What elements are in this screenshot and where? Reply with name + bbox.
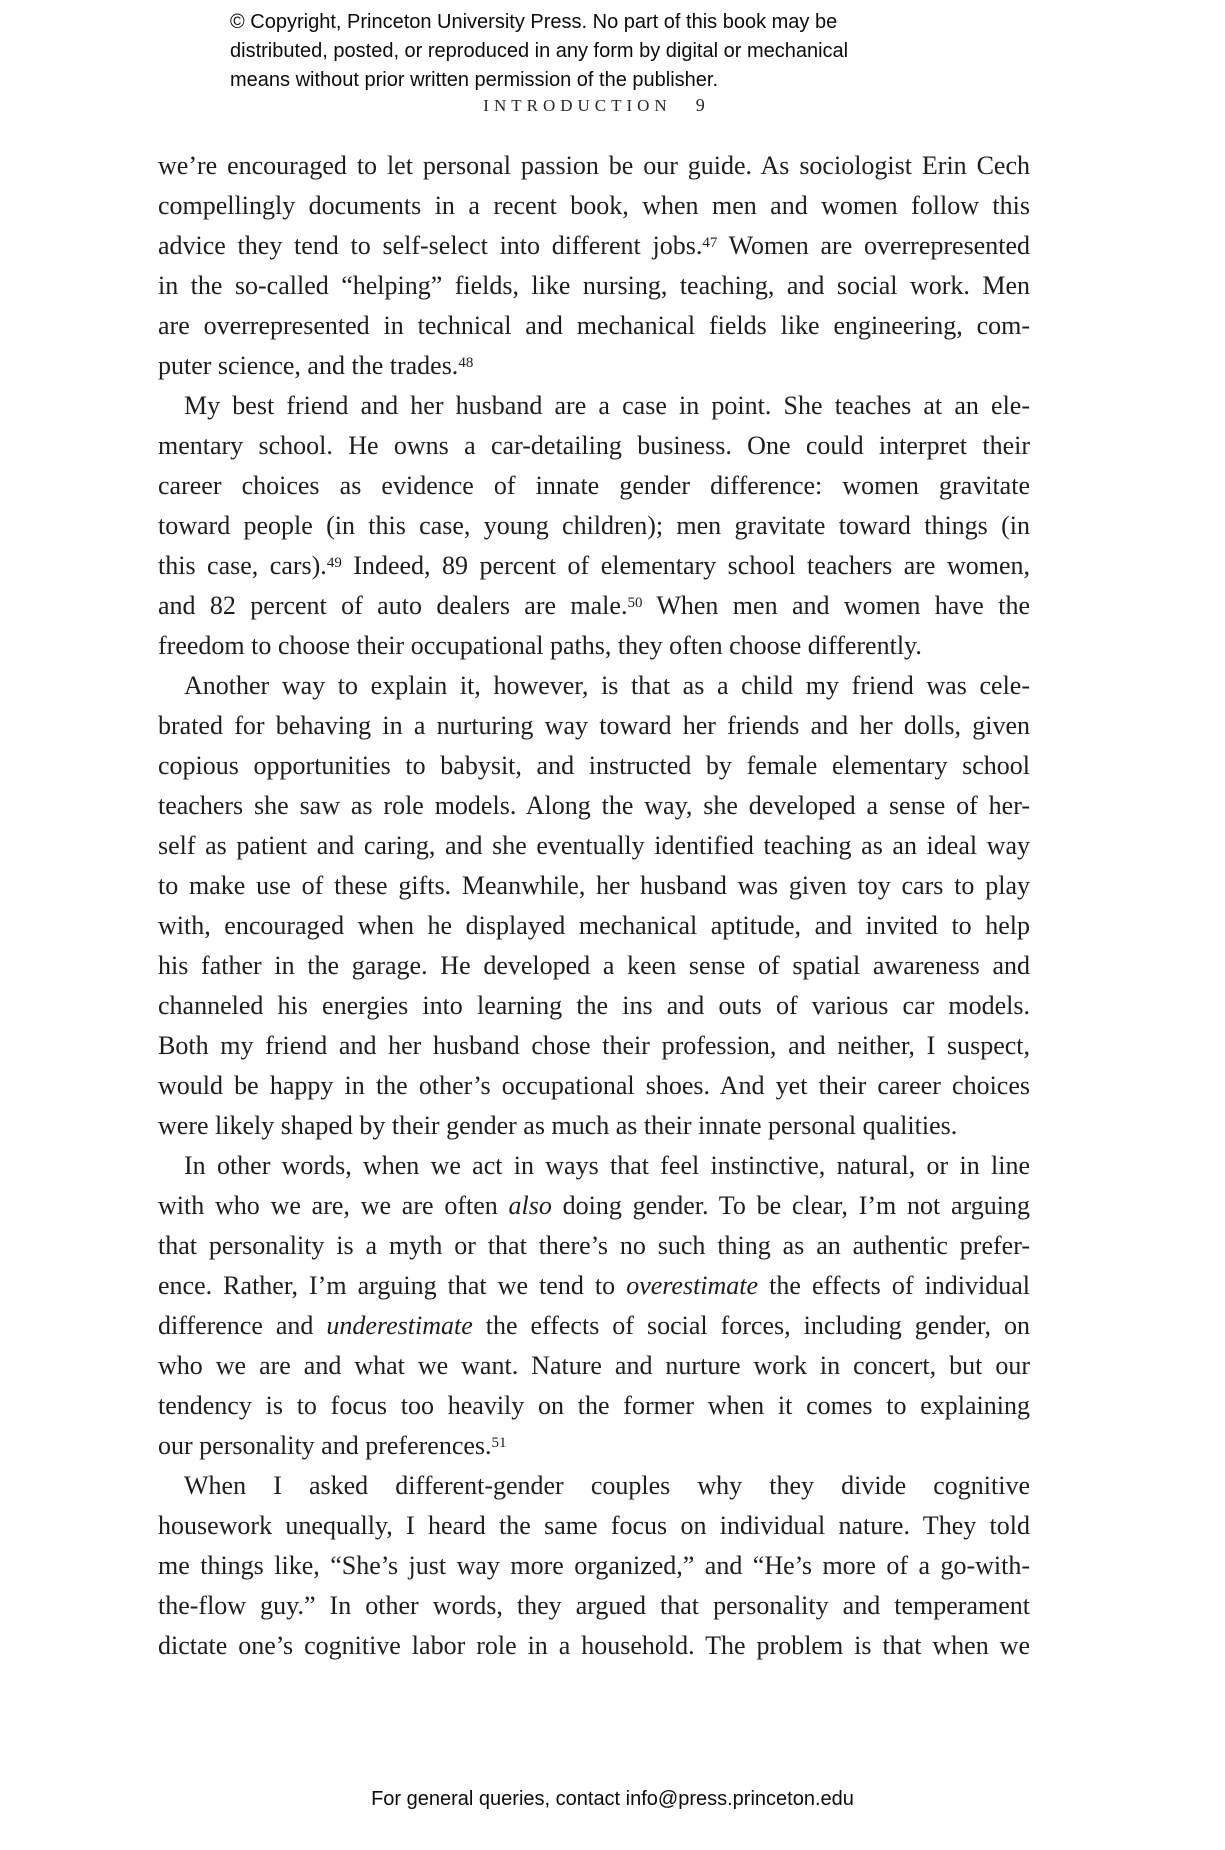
body-text: When I asked different-gender couples why they divide cognitive [184,1471,1030,1500]
body-line [158,466,1030,506]
body-text: his father in the garage. He developed a keen sense of spatial awareness and [158,951,1030,980]
body-text: doing gender. To be clear, I’m not arguing [551,1191,1030,1220]
body-line [158,586,1030,626]
body-text: were likely shaped by their gender as much as their innate personal qualities. [158,1111,958,1140]
copyright-line: © Copyright, Princeton University Press. No part of this book may be [230,11,838,33]
body-text: with, encouraged when he displayed mechanical aptitude, and invited to help [158,911,1030,940]
body-line [158,786,1030,826]
body-text: In other words, when we act in ways that feel instinctive, natural, or in line [184,1151,1030,1180]
body-text: channeled his energies into learning the ins and outs of various car models. [158,991,1030,1020]
body-line [158,1346,1030,1386]
body-text: career choices as evidence of innate gender difference: women gravitate [158,471,1030,500]
body-line [158,1026,1030,1066]
body-text: Another way to explain it, however, is that as a child my friend was cele- [184,671,1030,700]
body-line [158,346,1030,386]
body-line [158,1146,1030,1186]
paragraph [158,1146,1030,1466]
body-text: the effects of individual [758,1271,1030,1300]
paragraph [158,386,1030,666]
body-text: copious opportunities to babysit, and instructed by female elementary school [158,751,1030,780]
emphasized-text: underestimate [326,1311,473,1340]
body-line [158,186,1030,226]
body-text: our personality and preferences. [158,1431,492,1460]
body-text: freedom to choose their occupational paths, they often choose differently. [158,631,922,660]
body-line [158,826,1030,866]
body-text: this case, cars). [158,551,327,580]
body-line [158,1386,1030,1426]
body-text: housework unequally, I heard the same focus on individual nature. They told [158,1511,1030,1540]
body-text: and 82 percent of auto dealers are male. [158,591,628,620]
paragraph [158,146,1030,386]
body-line [158,1426,1030,1466]
body-text: tendency is to focus too heavily on the former when it comes to explaining [158,1391,1030,1420]
body-text: advice they tend to self-select into different jobs. [158,231,703,260]
body-line [158,1506,1030,1546]
emphasized-text: overestimate [626,1271,759,1300]
footnote-reference: 47 [702,235,718,252]
body-line [158,1186,1030,1226]
body-text: to make use of these gifts. Meanwhile, her husband was given toy cars to play [158,871,1030,900]
paragraph [158,1466,1030,1666]
body-text: are overrepresented in technical and mechanical fields like engineering, com- [158,311,1030,340]
footnote-reference: 49 [326,555,342,572]
body-line [158,906,1030,946]
emphasized-text: also [508,1191,552,1220]
body-text: My best friend and her husband are a case in point. She teaches at an ele- [184,391,1030,420]
page-body [158,146,1030,1666]
footnote-reference: 50 [627,595,643,612]
copyright-line: distributed, posted, or reproduced in any form by digital or mechanical [230,40,849,62]
body-line [158,266,1030,306]
paragraph [158,666,1030,1146]
body-line [158,1586,1030,1626]
running-head [158,95,1030,116]
body-line [158,546,1030,586]
body-line [158,626,1030,666]
body-text: Women are overrepresented [717,231,1030,260]
copyright-line: means without prior written permission of the publisher. [230,69,719,91]
body-text: with who we are, we are often [158,1191,509,1220]
body-text: self as patient and caring, and she eventually identified teaching as an ideal way [158,831,1030,860]
body-line [158,1066,1030,1106]
body-text: Both my friend and her husband chose their profession, and neither, I suspect, [158,1031,1030,1060]
body-text: Indeed, 89 percent of elementary school teachers are women, [341,551,1030,580]
body-text: that personality is a myth or that there’s no such thing as an authentic prefer- [158,1231,1030,1260]
footnote-reference: 48 [458,355,474,372]
body-text: would be happy in the other’s occupational shoes. And yet their career choices [158,1071,1030,1100]
body-text: the-flow guy.” In other words, they argued that personality and temperament [158,1591,1030,1620]
copyright-notice [230,8,848,95]
body-line [158,1226,1030,1266]
body-line [158,1626,1030,1666]
body-line [158,386,1030,426]
body-text: in the so-called “helping” fields, like nursing, teaching, and social work. Men [158,271,1030,300]
body-text: who we are and what we want. Nature and nurture work in concert, but our [158,1351,1030,1380]
body-text: ence. Rather, I’m arguing that we tend to [158,1271,627,1300]
page-number: 9 [695,95,705,115]
body-line [158,226,1030,266]
body-line [158,1266,1030,1306]
body-line [158,946,1030,986]
body-text: we’re encouraged to let personal passion be our guide. As sociologist Erin Cech [158,151,1030,180]
body-line [158,1306,1030,1346]
body-line [158,986,1030,1026]
body-text: teachers she saw as role models. Along the way, she developed a sense of her- [158,791,1030,820]
body-line [158,1466,1030,1506]
body-line [158,666,1030,706]
body-line [158,1106,1030,1146]
body-text: the effects of social forces, including gender, on [472,1311,1030,1340]
body-line [158,306,1030,346]
body-line [158,506,1030,546]
body-line [158,706,1030,746]
body-line [158,866,1030,906]
body-text: puter science, and the trades. [158,351,459,380]
body-text: difference and [158,1311,327,1340]
body-text: brated for behaving in a nurturing way toward her friends and her dolls, given [158,711,1030,740]
footnote-reference: 51 [491,1435,507,1452]
body-line [158,1546,1030,1586]
body-text: toward people (in this case, young children); men gravitate toward things (in [158,511,1030,540]
footer-queries-text: For general queries, contact info@press.princeton.edu [371,1788,854,1810]
body-line [158,426,1030,466]
body-text: me things like, “She’s just way more organized,” and “He’s more of a go-with- [158,1551,1030,1580]
body-line [158,746,1030,786]
body-text: When men and women have the [642,591,1030,620]
body-text: dictate one’s cognitive labor role in a household. The problem is that when we [158,1631,1030,1660]
body-text: mentary school. He owns a car-detailing business. One could interpret their [158,431,1030,460]
running-head-title: INTRODUCTION [483,96,672,115]
body-line [158,146,1030,186]
body-text: compellingly documents in a recent book, when men and women follow this [158,191,1030,220]
